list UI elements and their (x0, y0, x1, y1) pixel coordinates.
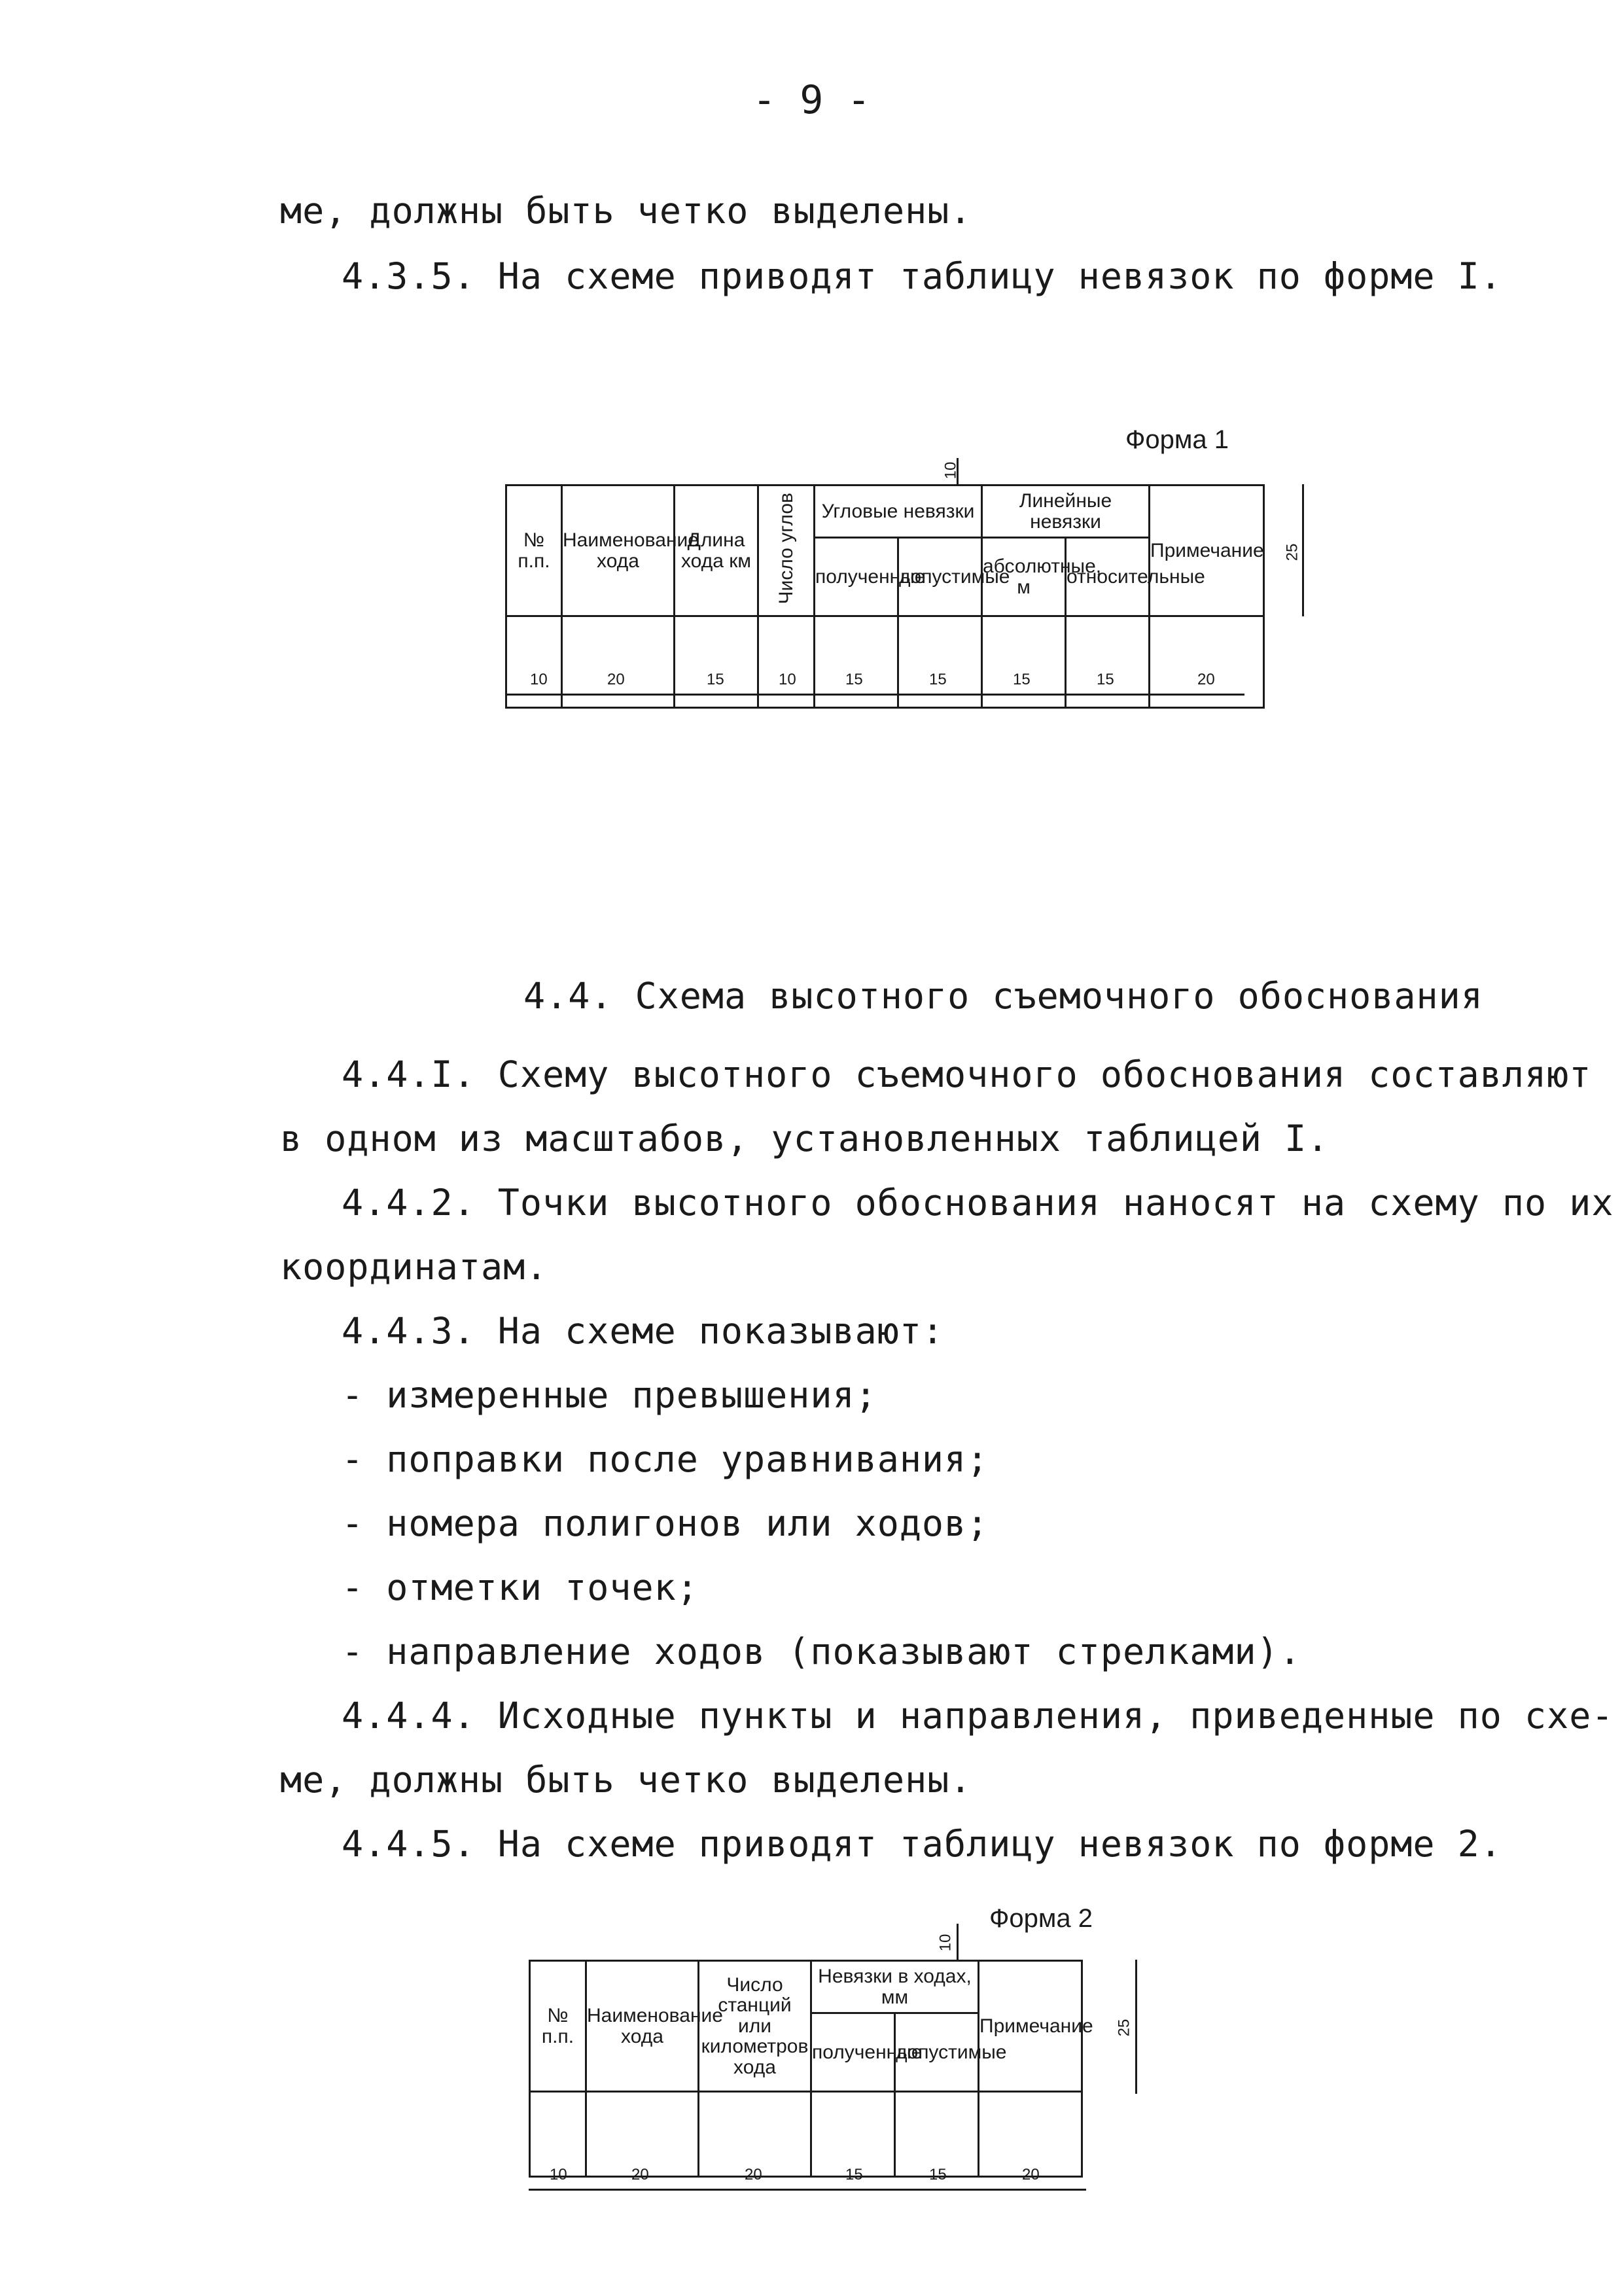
paragraph-line: 4.4.4. Исходные пункты и направления, приведенные по схе- (342, 1695, 1614, 1737)
form-1-header-note: Примечание (1150, 486, 1264, 616)
form-1-header-num: № п.п. (506, 486, 562, 616)
form-2-body-cell (699, 2092, 811, 2177)
form-2-header-allowed: допустимые (895, 2013, 979, 2092)
paragraph-line: 4.4.3. На схеме показывают: (342, 1310, 945, 1352)
form-2-body-cell (530, 2092, 586, 2177)
form-2-header-misclosures: Невязки в ходах, мм (811, 1961, 979, 2013)
paragraph-line: 4.3.5. На схеме приводят таблицу невязок по форме I. (342, 255, 1502, 297)
bullet-item: - отметки точек; (342, 1566, 699, 1608)
paragraph-line: координатам. (280, 1246, 548, 1288)
form-1-width-col-9: 20 (1197, 671, 1215, 688)
form-1-height-dimension: 25 (1283, 543, 1301, 561)
bullet-item: - номера полигонов или ходов; (342, 1502, 989, 1544)
form-1-header-lin-relative: относительные (1066, 538, 1150, 616)
form-1-header-length: Длина хода км (675, 486, 758, 616)
form-1-header-angular: Угловые невязки (815, 486, 982, 538)
form-2-width-col-2: 20 (631, 2166, 649, 2183)
form-1-width-col-3: 15 (707, 671, 724, 688)
form-2-top-dimension-line (957, 1924, 959, 1960)
form-2-width-dimension-line (529, 2189, 1086, 2191)
form-2-header-obtained: полученные (811, 2013, 895, 2092)
form-1-header-name: Наименование хода (562, 486, 675, 616)
form-2-header-num: № п.п. (530, 1961, 586, 2092)
form-1-height-dimension-line (1302, 484, 1304, 616)
form-2-width-col-3: 20 (745, 2166, 762, 2183)
form-1-width-col-6: 15 (929, 671, 947, 688)
form-2-table (529, 1960, 1152, 2178)
form-1-width-col-1: 10 (530, 671, 548, 688)
bullet-item: - измеренные превышения; (342, 1374, 877, 1416)
form-1-header-lin-absolute: абсолютные, м (982, 538, 1066, 616)
form-1-header-ang-obtained: полученные (815, 538, 898, 616)
form-1-table (505, 484, 1318, 709)
form-1-header-angles (758, 486, 815, 616)
form-2-height-dimension-line (1135, 1960, 1137, 2094)
form-2-width-col-1: 10 (550, 2166, 567, 2183)
form-2-height-dimension: 25 (1115, 2019, 1133, 2037)
paragraph-line: 4.4.5. На схеме приводят таблицу невязок по форме 2. (342, 1823, 1502, 1865)
form-1-width-col-4: 10 (779, 671, 796, 688)
form-1-header-linear: Линейные невязки (982, 486, 1150, 538)
form-2-body-cell (586, 2092, 699, 2177)
form-1-header-ang-allowed: допустимые (898, 538, 982, 616)
form-1-width-col-5: 15 (845, 671, 863, 688)
form-2-width-col-4: 15 (845, 2166, 863, 2183)
bullet-item: - поправки после уравнивания; (342, 1438, 989, 1480)
paragraph-line: в одном из масштабов, установленных таблицей I. (280, 1118, 1330, 1159)
bullet-item: - направление ходов (показывают стрелками). (342, 1631, 1301, 1672)
form-2-header-name: Наименование хода (586, 1961, 699, 2092)
form-2-header-note: Примечание (979, 1961, 1082, 2092)
form-2-label: Форма 2 (989, 1904, 1093, 1933)
form-1-width-col-2: 20 (607, 671, 625, 688)
form-2-top-dimension: 10 (936, 1934, 955, 1952)
form-2-body-cell (811, 2092, 895, 2177)
form-2-header-stations: Число станций или километров хода (699, 1961, 811, 2092)
paragraph-line: ме, должны быть четко выделены. (280, 1759, 972, 1801)
section-heading: 4.4. Схема высотного съемочного обоснования (523, 975, 1483, 1017)
form-1-top-dimension: 10 (942, 461, 960, 480)
form-1-width-dimension-line (505, 694, 1244, 696)
form-2-width-col-6: 20 (1022, 2166, 1040, 2183)
form-2-body-cell (979, 2092, 1082, 2177)
paragraph-line: ме, должны быть четко выделены. (280, 190, 972, 232)
paragraph-line: 4.4.2. Точки высотного обоснования наносят на схему по их (342, 1182, 1614, 1224)
form-2-body-cell (895, 2092, 979, 2177)
form-2-width-col-5: 15 (929, 2166, 947, 2183)
form-1-width-col-8: 15 (1097, 671, 1114, 688)
form-1-label: Форма 1 (1125, 425, 1229, 454)
form-1-header-angles-text: Число углов (775, 493, 797, 605)
paragraph-line: 4.4.I. Схему высотного съемочного обоснования составляют (342, 1053, 1592, 1095)
form-1-width-col-7: 15 (1013, 671, 1031, 688)
page-number: - 9 - (752, 77, 871, 123)
